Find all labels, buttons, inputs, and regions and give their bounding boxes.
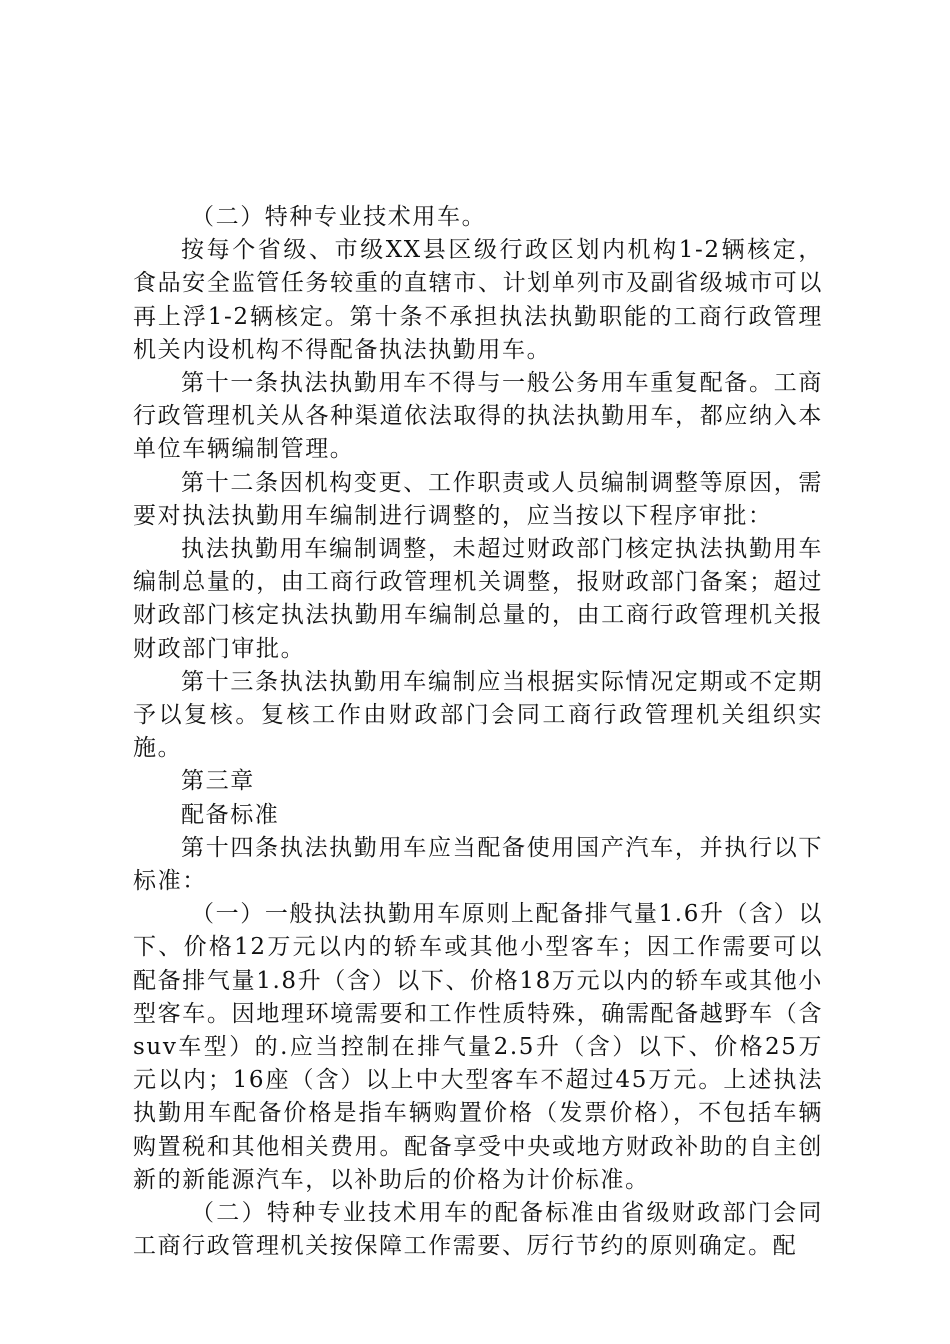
paragraph-article-14: 第十四条执法执勤用车应当配备使用国产汽车，并执行以下标准： (133, 834, 823, 895)
paragraph-special-vehicles-heading: （二）特种专业技术用车。 (191, 204, 487, 230)
document-body (133, 201, 823, 1264)
paragraph-article-12: 第十二条因机构变更、工作职责或人员编制调整等原因，需要对执法执勤用车编制进行调整的，应当按以下程序审批： (133, 469, 823, 529)
chapter-heading: 第三章 (181, 768, 255, 795)
paragraph-special-vehicle-standard: （二）特种专业技术用车的配备标准由省级财政部门会同工商行政管理机关按保障工作需要、厉行节约的原则确定。配 (133, 1200, 823, 1260)
paragraph-article-11: 第十一条执法执勤用车不得与一般公务用车重复配备。工商行政管理机关从各种渠道依法取得的执法执勤用车，都应纳入本单位车辆编制管理。 (133, 370, 823, 463)
paragraph-adjustment-procedure: 执法执勤用车编制调整，未超过财政部门核定执法执勤用车编制总量的，由工商行政管理机关调整，报财政部门备案；超过财政部门核定执法执勤用车编制总量的，由工商行政管理机关报财政部门审批。 (133, 536, 823, 662)
paragraph-article-13: 第十三条执法执勤用车编制应当根据实际情况定期或不定期予以复核。复核工作由财政部门会同工商行政管理机关组织实施。 (133, 668, 823, 762)
chapter-title: 配备标准 (181, 801, 280, 828)
paragraph-vehicle-quota: 按每个省级、市级XX县区级行政区划内机构1-2辆核定，食品安全监管任务较重的直辖市、计划单列市及副省级城市可以再上浮1-2辆核定。第十条不承担执法执勤职能的工商行政管理机关内设机构不得配备执法执勤用车。 (133, 237, 823, 363)
paragraph-general-vehicle-standard: （一）一般执法执勤用车原则上配备排气量1.6升（含）以下、价格12万元以内的轿车或其他小型客车；因工作需要可以配备排气量1.8升（含）以下、价格18万元以内的轿车或其他小型客车。因地理环境需要和工作性质特殊，确需配备越野车（含suv车型）的.应当控制在排气量2.5升（含）以下、价格25万元以内；16座（含）以上中大型客车不超过45万元。上述执法执勤用车配备价格是指车辆购置价格（发票价格），不包括车辆购置税和其他相关费用。配备享受中央或地方财政补助的自主创新的新能源汽车，以补助后的价格为计价标准。 (133, 901, 823, 1193)
